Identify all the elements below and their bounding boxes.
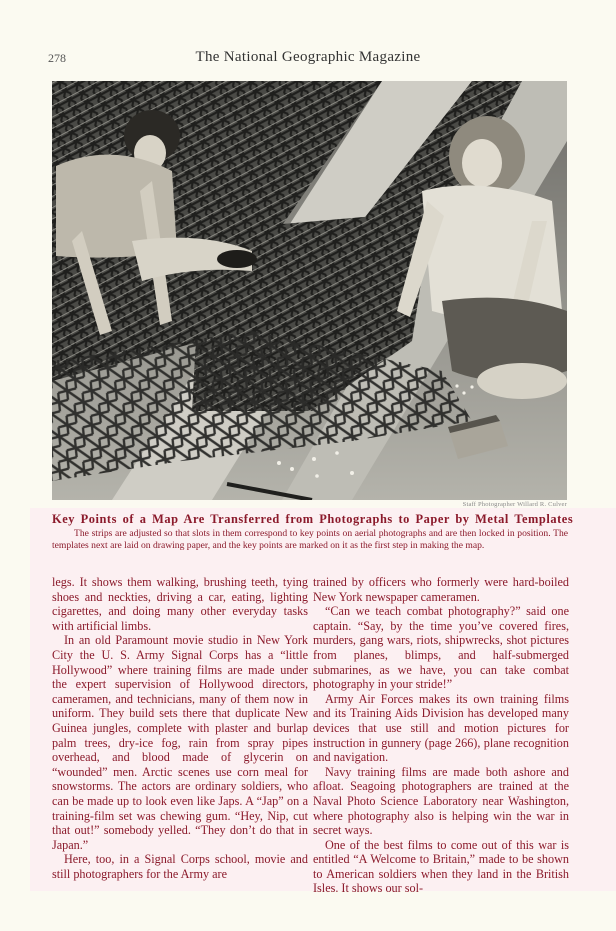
running-head: The National Geographic Magazine — [195, 49, 421, 65]
photo-illustration — [52, 81, 567, 500]
paragraph: “Can we teach combat photography?” said one captain. “Say, by the time you’ve covered fires, murders, gang wars, riots, shipwrecks, shot pictures from planes, blimps, and half-submerged submarines, as we have, you can take combat photography in your stride!” — [313, 604, 569, 692]
caption-title: Key Points of a Map Are Transferred from Photographs to Paper by Metal Templates — [52, 512, 574, 526]
article-column-right — [313, 575, 569, 896]
paragraph: In an old Paramount movie studio in New York City the U. S. Army Signal Corps has a “little Hollywood” where training films are made under the expert supervision of Hollywood directors, cameramen, and technicians, many of them now in uniform. They build sets there that duplicate New Guinea jungles, complete with plaster and burlap palm trees, dry-ice fog, rain from spray pipes overhead, and blood made of glycerin on “wounded” men. Arctic scenes use corn meal for snowstorms. The actors are ordinary soldiers, who can be made up to look even like Japs. A “Jap” on a training-film set was chewing gum. “Hey, Nip, cut that out!” somebody yelled. “They don’t do that in Japan.” — [52, 633, 308, 852]
paragraph: Navy training films are made both ashore and afloat. Seagoing photographers are trained at the Naval Photo Science Laboratory near Washington, where photography also is helping win the war in secret ways. — [313, 764, 569, 838]
photo-credit: Staff Photographer Willard R. Culver — [462, 501, 567, 508]
page-number: 278 — [48, 51, 66, 65]
paragraph: trained by officers who formerly were hard-boiled New York newspaper cameramen. — [313, 575, 569, 604]
paragraph: legs. It shows them walking, brushing teeth, tying shoes and neckties, driving a car, eating, lighting cigarettes, and doing many other everyday tasks with artificial limbs. — [52, 575, 308, 633]
article-column-left — [52, 575, 308, 881]
paragraph: Army Air Forces makes its own training films and its Training Aids Division has developed many devices that use still and motion pictures for instruction in gunnery (page 266), plane recognition and navigation. — [313, 691, 569, 765]
paragraph: Here, too, in a Signal Corps school, movie and still photographers for the Army are — [52, 852, 308, 881]
photograph — [52, 81, 567, 500]
caption-body: The strips are adjusted so that slots in them correspond to key points on aerial photographs and are then locked in position. The templates next are laid on drawing paper, and the key points are marked on it as the first step in making the map. — [52, 528, 568, 551]
paragraph: One of the best films to come out of this war is entitled “A Welcome to Britain,” made to be shown to American soldiers when they land in the British Isles. It shows our sol- — [313, 837, 569, 896]
